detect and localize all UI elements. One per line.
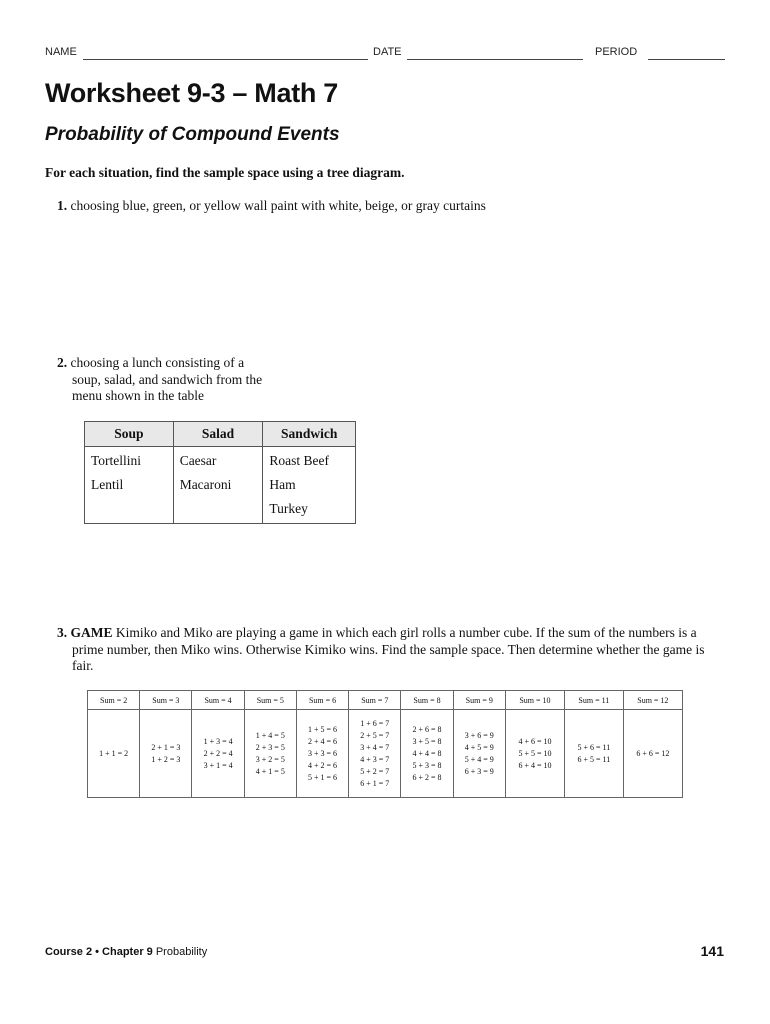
sum-header: Sum = 5 xyxy=(244,691,296,710)
page-number: 141 xyxy=(700,943,724,959)
sum-equation: 1 + 4 = 5 xyxy=(255,730,285,740)
lunch-menu-table xyxy=(84,421,356,524)
sum-header: Sum = 3 xyxy=(140,691,192,710)
sum-equation: 6 + 5 = 11 xyxy=(577,754,611,764)
menu-header-salad: Salad xyxy=(173,422,263,447)
period-blank xyxy=(648,59,725,60)
sum-equation: 1 + 2 = 3 xyxy=(151,754,181,764)
question-1 xyxy=(57,198,486,215)
sum-equation: 4 + 2 = 6 xyxy=(308,760,338,770)
menu-cell xyxy=(173,497,263,524)
footer-course xyxy=(45,946,207,958)
period-label: PERIOD xyxy=(595,46,638,58)
question-3 xyxy=(57,625,727,675)
sum-equation: 2 + 5 = 7 xyxy=(360,730,390,740)
question-3-number: 3. xyxy=(57,625,68,640)
dice-sums-table xyxy=(87,690,683,798)
sum-equation: 1 + 5 = 6 xyxy=(308,724,338,734)
sum-equation: 5 + 1 = 6 xyxy=(308,772,338,782)
menu-row xyxy=(85,473,356,497)
sum-cell xyxy=(349,710,401,798)
sum-cell xyxy=(88,710,140,798)
question-2-number: 2. xyxy=(57,355,68,370)
sum-equation: 3 + 6 = 9 xyxy=(464,730,494,740)
question-2-line-2: soup, salad, and sandwich from the xyxy=(72,371,263,387)
sum-equation: 1 + 3 = 4 xyxy=(203,736,233,746)
menu-cell xyxy=(85,497,174,524)
sum-equation: 3 + 3 = 6 xyxy=(308,748,338,758)
sum-cell xyxy=(401,710,453,798)
question-2-line-3: menu shown in the table xyxy=(72,388,204,403)
sum-equation: 2 + 1 = 3 xyxy=(151,742,181,752)
sum-equation: 3 + 1 = 4 xyxy=(203,760,233,770)
sum-header: Sum = 9 xyxy=(453,691,505,710)
sum-equation: 4 + 4 = 8 xyxy=(412,748,442,758)
sum-equation: 5 + 6 = 11 xyxy=(577,742,611,752)
worksheet-title: Worksheet 9-3 – Math 7 xyxy=(45,78,338,108)
menu-header-row xyxy=(85,422,356,447)
worksheet-subtitle: Probability of Compound Events xyxy=(45,124,340,145)
sum-cell xyxy=(565,710,624,798)
sum-cell xyxy=(453,710,505,798)
menu-header-soup: Soup xyxy=(85,422,174,447)
sum-header: Sum = 12 xyxy=(623,691,682,710)
question-3-line-3: fair. xyxy=(72,658,94,673)
sum-equation: 5 + 2 = 7 xyxy=(360,766,390,776)
sum-header: Sum = 6 xyxy=(296,691,348,710)
sum-equation: 6 + 6 = 12 xyxy=(636,748,670,758)
menu-cell: Turkey xyxy=(263,497,356,524)
sum-equation: 5 + 4 = 9 xyxy=(464,754,494,764)
menu-header-sandwich: Sandwich xyxy=(263,422,356,447)
sums-header-row xyxy=(88,691,683,710)
sum-equation: 6 + 4 = 10 xyxy=(518,760,552,770)
footer-course-chapter: Course 2 • Chapter 9 xyxy=(45,946,153,958)
menu-cell: Tortellini xyxy=(85,447,174,474)
instructions: For each situation, find the sample space using a tree diagram. xyxy=(45,165,405,180)
question-2-line-1: choosing a lunch consisting of a xyxy=(70,355,245,370)
question-1-number: 1. xyxy=(57,198,68,213)
sum-equation: 6 + 3 = 9 xyxy=(464,766,494,776)
sum-header: Sum = 11 xyxy=(565,691,624,710)
sum-equation: 4 + 1 = 5 xyxy=(255,766,285,776)
menu-cell: Caesar xyxy=(173,447,263,474)
menu-cell: Lentil xyxy=(85,473,174,497)
question-3-tag: GAME xyxy=(70,625,113,640)
sum-equation: 4 + 5 = 9 xyxy=(464,742,494,752)
sum-equation: 4 + 3 = 7 xyxy=(360,754,390,764)
sum-header: Sum = 2 xyxy=(88,691,140,710)
sum-equation: 6 + 1 = 7 xyxy=(360,778,390,788)
sum-cell xyxy=(296,710,348,798)
question-1-text: choosing blue, green, or yellow wall paint with white, beige, or gray curtains xyxy=(70,198,486,213)
footer-topic: Probability xyxy=(155,946,208,958)
name-label: NAME xyxy=(45,46,77,58)
sum-equation: 1 + 6 = 7 xyxy=(360,718,390,728)
question-3-line-2: prime number, then Miko wins. Otherwise Kimiko wins. Find the sample space. Then determine whether the game is xyxy=(72,641,705,657)
question-2 xyxy=(57,355,262,405)
sum-header: Sum = 10 xyxy=(505,691,564,710)
sum-header: Sum = 4 xyxy=(192,691,244,710)
name-blank xyxy=(83,59,368,60)
date-label: DATE xyxy=(373,46,402,58)
sum-cell xyxy=(244,710,296,798)
sum-cell xyxy=(140,710,192,798)
sum-equation: 5 + 3 = 8 xyxy=(412,760,442,770)
menu-cell: Roast Beef xyxy=(263,447,356,474)
menu-row xyxy=(85,447,356,474)
sums-body-row xyxy=(88,710,683,798)
menu-row xyxy=(85,497,356,524)
sum-cell xyxy=(505,710,564,798)
student-info-header xyxy=(45,46,725,62)
menu-cell: Ham xyxy=(263,473,356,497)
sum-equation: 3 + 4 = 7 xyxy=(360,742,390,752)
sum-equation: 2 + 4 = 6 xyxy=(308,736,338,746)
sum-header: Sum = 8 xyxy=(401,691,453,710)
date-blank xyxy=(407,59,583,60)
question-3-line-1: Kimiko and Miko are playing a game in which each girl rolls a number cube. If the sum of the numbers is a xyxy=(115,625,697,640)
sum-equation: 4 + 6 = 10 xyxy=(518,736,552,746)
sum-equation: 3 + 5 = 8 xyxy=(412,736,442,746)
sum-cell xyxy=(623,710,682,798)
sum-equation: 3 + 2 = 5 xyxy=(255,754,285,764)
menu-cell: Macaroni xyxy=(173,473,263,497)
sum-header: Sum = 7 xyxy=(349,691,401,710)
sum-cell xyxy=(192,710,244,798)
sum-equation: 2 + 3 = 5 xyxy=(255,742,285,752)
sum-equation: 2 + 6 = 8 xyxy=(412,724,442,734)
sum-equation: 2 + 2 = 4 xyxy=(203,748,233,758)
sum-equation: 6 + 2 = 8 xyxy=(412,772,442,782)
sum-equation: 5 + 5 = 10 xyxy=(518,748,552,758)
sum-equation: 1 + 1 = 2 xyxy=(99,748,129,758)
